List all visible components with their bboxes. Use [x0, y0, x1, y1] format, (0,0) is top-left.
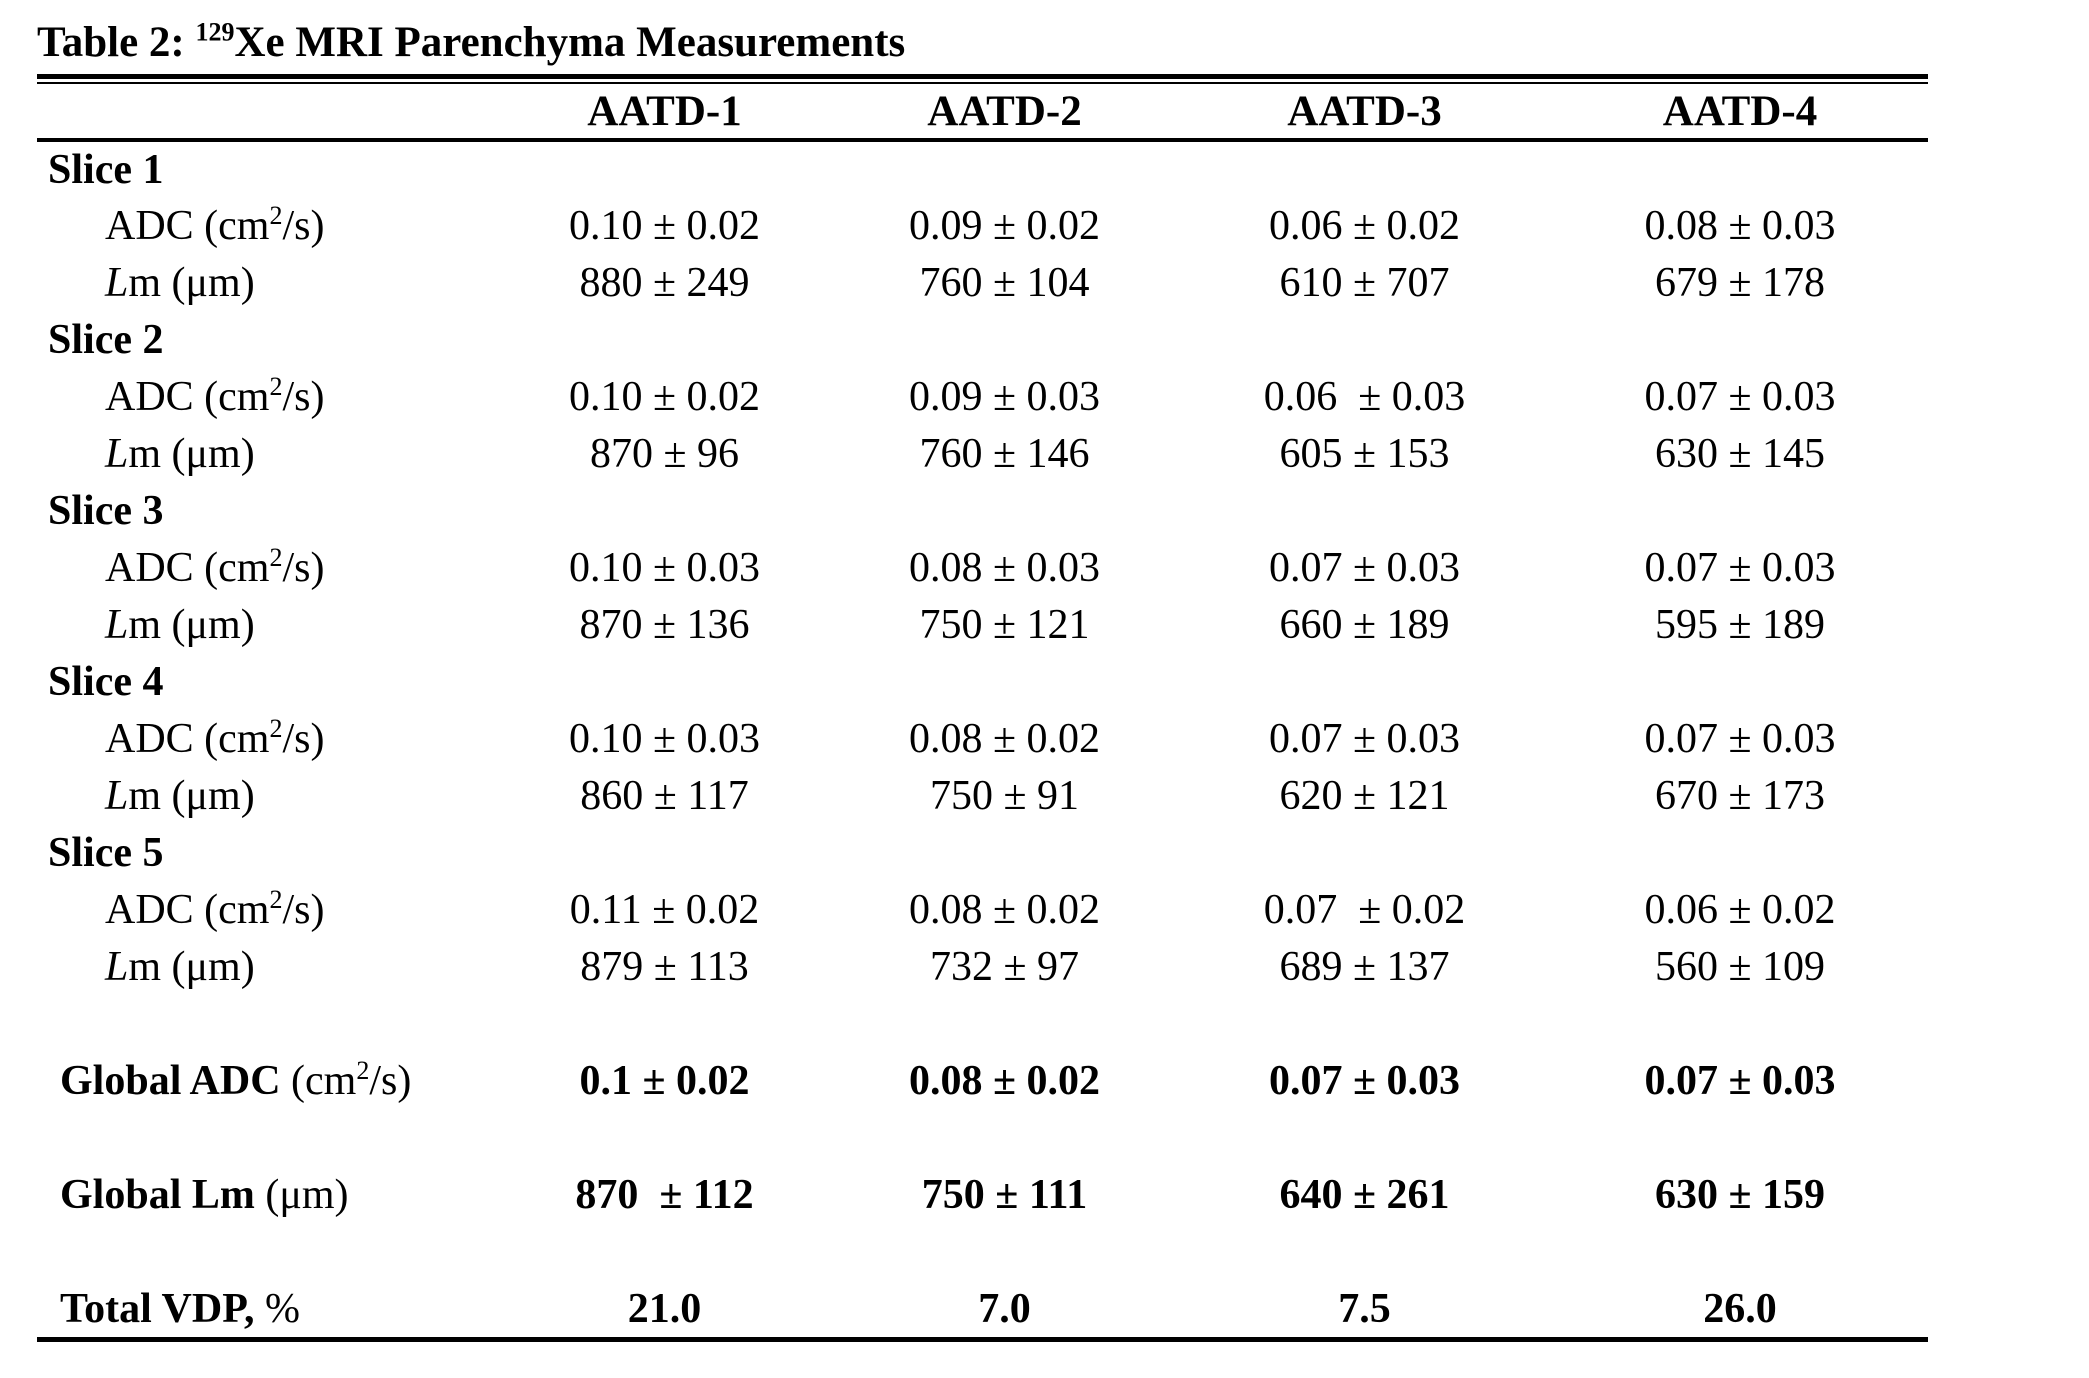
value-cell: 0.07 ± 0.03 [1268, 715, 1461, 762]
value-cell: 0.07 ± 0.03 [1268, 544, 1461, 591]
value-cell: 0.10 ± 0.02 [568, 373, 761, 420]
value-cell: 0.09 ± 0.02 [908, 202, 1101, 249]
value-cell: 679 ± 178 [1654, 259, 1826, 306]
row-label-adc: ADC $(cm^2/s)$ [105, 200, 325, 249]
row-label-lm: Lm (μm) [105, 772, 255, 819]
value-cell: 26.0 [1703, 1285, 1777, 1332]
slice-5-lm-row [37, 938, 1928, 995]
value-cell: 0.10 ± 0.03 [568, 715, 761, 762]
squared-superscript: 2 [356, 1055, 370, 1085]
row-label-adc: ADC $(cm^2/s)$ [105, 542, 325, 591]
slice-1-header-row [37, 140, 1928, 197]
value-cell: 732 ± 97 [929, 943, 1080, 990]
value-cell: 0.06 ± 0.02 [1268, 202, 1461, 249]
value-cell: 7.0 [978, 1285, 1031, 1332]
value-cell: 0.10 ± 0.03 [568, 544, 761, 591]
value-cell: 630 ± 159 [1654, 1171, 1826, 1218]
empty-cells [497, 824, 1928, 881]
value-cell: 0.09 ± 0.03 [908, 373, 1101, 420]
spacer-row [37, 1109, 1928, 1166]
measurements-table [37, 84, 1928, 1337]
value-cell: 0.07 ± 0.03 [1268, 1057, 1461, 1104]
value-cell: 0.07 ± 0.02 [1263, 886, 1466, 933]
value-cell: 660 ± 189 [1279, 601, 1450, 648]
value-cell: 760 ± 146 [919, 430, 1090, 477]
value-cell: 0.06 ± 0.03 [1263, 373, 1466, 420]
row-label-lm: Lm (μm) [105, 943, 255, 990]
value-cell: 0.1 ± 0.02 [579, 1057, 750, 1104]
header-row [37, 84, 1928, 140]
column-header-aatd-1: AATD-1 [497, 84, 832, 140]
value-cell: 750 ± 111 [921, 1171, 1088, 1218]
value-cell: 860 ± 117 [580, 772, 749, 819]
global-lm-label: Global Lm (μm) [60, 1171, 349, 1218]
row-label-lm: Lm (μm) [105, 601, 255, 648]
value-cell: 689 ± 137 [1279, 943, 1450, 990]
title-prefix: Table 2: [37, 19, 196, 66]
row-label-adc: ADC $(cm^2/s)$ [105, 713, 325, 762]
slice-3-adc-row [37, 539, 1928, 596]
squared-superscript: 2 [269, 713, 283, 743]
empty-cells [497, 482, 1928, 539]
global-lm-row [37, 1166, 1928, 1223]
squared-superscript: 2 [269, 371, 283, 401]
slice-3-header-row [37, 482, 1928, 539]
slice-4-header-row [37, 653, 1928, 710]
value-cell: 0.08 ± 0.02 [908, 715, 1101, 762]
slice-4-adc-row [37, 710, 1928, 767]
slice-2-header-row [37, 311, 1928, 368]
value-cell: 605 ± 153 [1279, 430, 1450, 477]
empty-cells [497, 653, 1928, 710]
slice-5-adc-row [37, 881, 1928, 938]
value-cell: 0.07 ± 0.03 [1644, 1057, 1836, 1104]
global-adc-label: Global ADC $(cm^2/s)$ [60, 1055, 412, 1104]
value-cell: 620 ± 121 [1279, 772, 1450, 819]
value-cell: 870 ± 136 [579, 601, 750, 648]
spacer-row [37, 1223, 1928, 1280]
value-cell: 640 ± 261 [1279, 1171, 1450, 1218]
header-empty-cell [37, 84, 497, 140]
total-vdp-label: Total VDP, % [60, 1285, 301, 1332]
table-title [37, 18, 1928, 68]
squared-superscript: 2 [269, 884, 283, 914]
value-cell: 0.08 ± 0.02 [908, 886, 1101, 933]
value-cell: 7.5 [1338, 1285, 1391, 1332]
global-adc-row [37, 1052, 1928, 1109]
value-cell: 870 ± 96 [589, 430, 740, 477]
slice-1-label: Slice 1 [48, 146, 164, 193]
row-label-adc: ADC $(cm^2/s)$ [105, 884, 325, 933]
squared-superscript: 2 [269, 542, 283, 572]
slice-5-header-row [37, 824, 1928, 881]
slice-1-adc-row [37, 197, 1928, 254]
total-vdp-row [37, 1280, 1928, 1337]
value-cell: 0.08 ± 0.03 [908, 544, 1101, 591]
slice-4-label: Slice 4 [48, 658, 164, 705]
slice-3-lm-row [37, 596, 1928, 653]
title-rule-thick [37, 74, 1928, 79]
column-header-aatd-4: AATD-4 [1552, 84, 1928, 140]
slice-2-label: Slice 2 [48, 316, 164, 363]
value-cell: 0.07 ± 0.03 [1644, 715, 1836, 762]
empty-cells [497, 140, 1928, 197]
slice-3-label: Slice 3 [48, 487, 164, 534]
spacer-row [37, 995, 1928, 1052]
value-cell: 760 ± 104 [919, 259, 1090, 306]
value-cell: 0.11 ± 0.02 [569, 886, 760, 933]
slice-2-adc-row [37, 368, 1928, 425]
value-cell: 21.0 [627, 1285, 702, 1332]
row-label-adc: ADC $(cm^2/s)$ [105, 371, 325, 420]
slice-5-label: Slice 5 [48, 829, 164, 876]
value-cell: 0.10 ± 0.02 [568, 202, 761, 249]
value-cell: 870 ± 112 [575, 1171, 754, 1218]
value-cell: 879 ± 113 [580, 943, 749, 990]
value-cell: 670 ± 173 [1654, 772, 1826, 819]
value-cell: 560 ± 109 [1654, 943, 1826, 990]
slice-2-lm-row [37, 425, 1928, 482]
squared-superscript: 2 [269, 200, 283, 230]
value-cell: 595 ± 189 [1654, 601, 1826, 648]
column-header-aatd-3: AATD-3 [1177, 84, 1552, 140]
value-cell: 0.08 ± 0.02 [908, 1057, 1101, 1104]
title-isotope-superscript: 129 [195, 17, 235, 47]
value-cell: 750 ± 91 [929, 772, 1080, 819]
value-cell: 630 ± 145 [1654, 430, 1826, 477]
slice-1-lm-row [37, 254, 1928, 311]
column-header-aatd-2: AATD-2 [832, 84, 1177, 140]
value-cell: 750 ± 121 [919, 601, 1090, 648]
value-cell: 880 ± 249 [579, 259, 750, 306]
row-label-lm: Lm (μm) [105, 430, 255, 477]
value-cell: 0.06 ± 0.02 [1644, 886, 1836, 933]
row-label-lm: Lm (μm) [105, 259, 255, 306]
empty-cells [497, 311, 1928, 368]
table-bottom-rule [37, 1337, 1928, 1342]
value-cell: 0.07 ± 0.03 [1644, 373, 1836, 420]
slice-4-lm-row [37, 767, 1928, 824]
value-cell: 610 ± 707 [1279, 259, 1450, 306]
value-cell: 0.08 ± 0.03 [1644, 202, 1836, 249]
value-cell: 0.07 ± 0.03 [1644, 544, 1836, 591]
title-suffix: Xe MRI Parenchyma Measurements [234, 19, 906, 66]
